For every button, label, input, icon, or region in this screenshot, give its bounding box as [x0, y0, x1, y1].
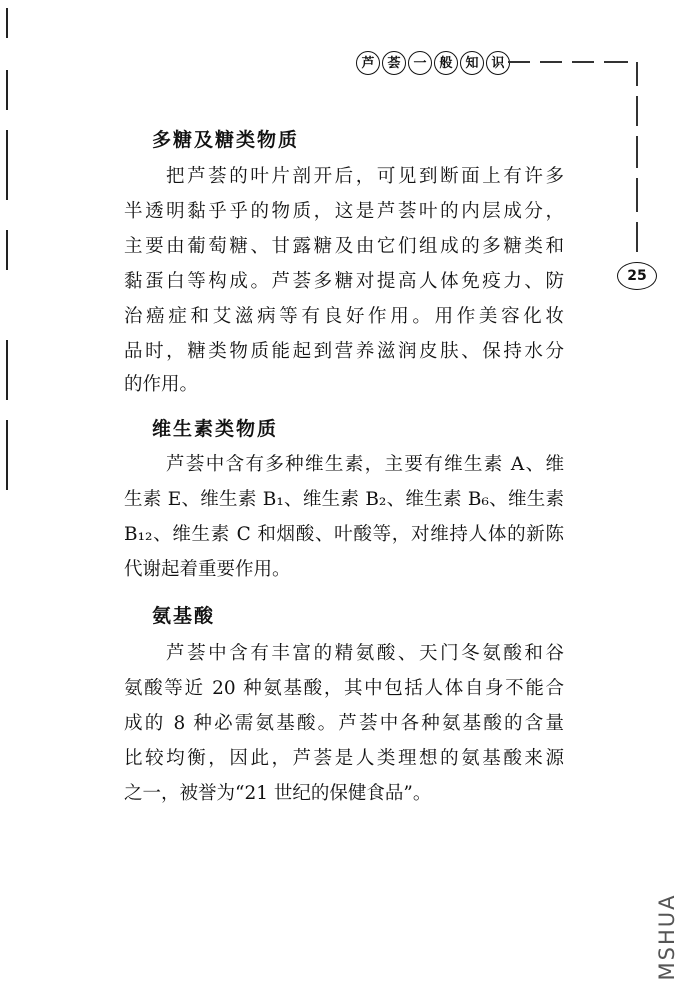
paragraph-line: 之一，被誉为“21 世纪的保健食品”。	[124, 783, 432, 804]
page-number: 25	[617, 262, 657, 290]
header-char: 知	[460, 51, 484, 75]
header-char: 荟	[382, 51, 406, 75]
watermark-text: MSHUA	[655, 893, 679, 980]
header-rule	[540, 61, 562, 63]
paragraph-line: 半透明黏乎乎的物质，这是芦荟叶的内层成分，	[124, 201, 564, 222]
side-rule	[636, 136, 638, 168]
paragraph-line: 黏蛋白等构成。芦荟多糖对提高人体免疫力、防	[124, 271, 564, 292]
section-heading: 多糖及糖类物质	[152, 129, 300, 151]
paragraph-line: 的作用。	[124, 374, 199, 395]
header-char: 一	[408, 51, 432, 75]
margin-line	[6, 70, 8, 110]
paragraph-line: 生素 E、维生素 B₁、维生素 B₂、维生素 B₆、维生素	[124, 489, 564, 510]
paragraph-line: 成的 8 种必需氨基酸。芦荟中各种氨基酸的含量	[124, 713, 564, 734]
paragraph-line: 芦荟中含有丰富的精氨酸、天门冬氨酸和谷	[166, 643, 564, 664]
margin-line	[6, 8, 8, 38]
section-heading: 维生素类物质	[152, 418, 279, 440]
side-rule	[636, 222, 638, 252]
side-rule	[636, 178, 638, 212]
margin-line	[6, 420, 8, 490]
header-rule	[604, 61, 628, 63]
header-rule	[572, 61, 594, 63]
margin-line	[6, 230, 8, 270]
side-rule	[636, 96, 638, 126]
margin-line	[6, 130, 8, 200]
header-char: 识	[486, 51, 510, 75]
paragraph-line: 把芦荟的叶片剖开后，可见到断面上有许多	[166, 166, 564, 187]
paragraph-line: 芦荟中含有多种维生素，主要有维生素 A、维	[166, 454, 564, 475]
header-char: 芦	[356, 51, 380, 75]
header-rule	[508, 61, 530, 63]
paragraph-line: 代谢起着重要作用。	[124, 559, 291, 580]
header-char: 般	[434, 51, 458, 75]
side-rule	[636, 62, 638, 86]
margin-line	[6, 340, 8, 400]
watermark	[652, 884, 682, 989]
section-heading: 氨基酸	[152, 605, 216, 627]
paragraph-line: 治癌症和艾滋病等有良好作用。用作美容化妆	[124, 306, 564, 327]
running-header	[356, 50, 510, 76]
paragraph-line: 氨酸等近 20 种氨基酸，其中包括人体自身不能合	[124, 678, 564, 699]
paragraph-line: B₁₂、维生素 C 和烟酸、叶酸等，对维持人体的新陈	[124, 524, 564, 545]
paragraph-line: 主要由葡萄糖、甘露糖及由它们组成的多糖类和	[124, 236, 564, 257]
paragraph-line: 品时，糖类物质能起到营养滋润皮肤、保持水分	[124, 341, 564, 362]
paragraph-line: 比较均衡，因此，芦荟是人类理想的氨基酸来源	[124, 748, 564, 769]
